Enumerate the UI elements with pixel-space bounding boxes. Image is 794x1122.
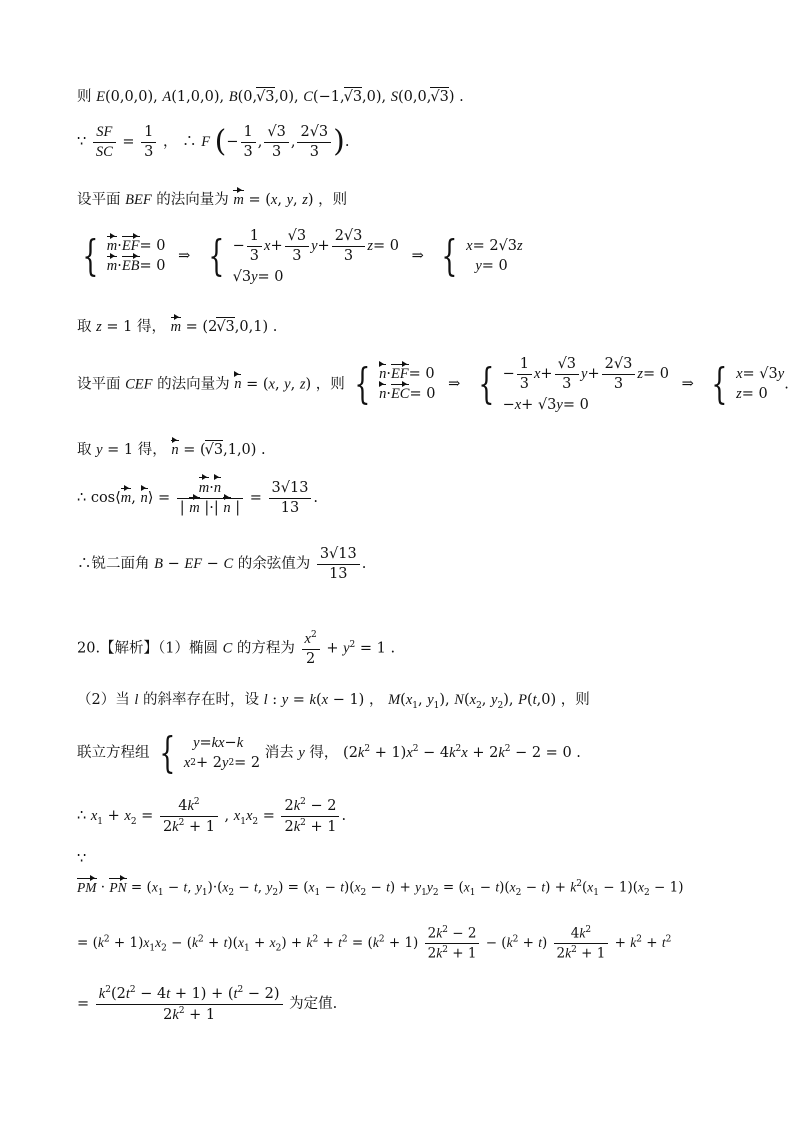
coordinates-line: 则 E(0,0,0), A(1,0,0), B(0,√3,0), C(−1,√3,0), S(0,0,√3) . (77, 89, 464, 105)
normal-bef-intro: 设平面 BEF 的法向量为 m = (x, y, z) ，则 (77, 192, 348, 208)
normal-cef-line: 设平面 CEF 的法向量为 n = (x, y, z) ，则 { n · EF = 0 n · EC = 0 ⇒ { − $\frac{1}{3}$ x + $\frac{√3}{3}$ y + $\frac{2√3}{3}$ z = 0 − x + √3 y = 0 ⇒ { x = √3 y z = 0 . (77, 356, 789, 414)
system-line: 联立方程组 { y = kx − k x 2 + 2 y 2 = 2 消去 y 得， $(2k^2 + 1)x^2 - 4k^2x + 2k^2 - 2 = 0$ . (77, 728, 581, 777)
problem-20-part1: 20.【解析】（1）椭圆 C 的方程为 $\frac{x^2}{2}$ + $y^2 = 1$ . (77, 630, 396, 667)
normal-m-value: 取 z = 1 得， m = (2√3,0,1) . (77, 319, 278, 335)
system-bef: { m · EF = 0 m · EB = 0 ⇒ { − $\frac{1}{3}$ x + $\frac{√3}{3}$ y + $\frac{2√3}{3}$ z = 0 √3 y = 0 ⇒ { x = 2√3 z y = 0 (82, 228, 523, 286)
result-line: = $\frac{k^2(2t^2 - 4t + 1) + (t^2 - 2)}{2k^2 + 1}$ 为定值. (77, 985, 338, 1023)
expansion-line: = $(k^2 + 1)x_1x_2 - (k^2 + t)(x_1 + x_2) + k^2 + t^2 = (k^2 + 1)$ $\frac{2k^2 - 2}{2k^2 + 1}$ − $(k^2 + t)$ $\frac{4k^2}{2k^2 + 1}$ + $k^2 + t^2$ (77, 925, 672, 962)
dot-product-line: PM · PN = ($x_1 - t$, $y_1)\cdot(x_2 - t$, $y_2) = (x_1 - t)(x_2 - t) + y_1y_2 = (x_1 - t)(x_2 - t) + k^2(x_1 - 1)(x_2 - 1)$ (77, 879, 684, 899)
point-F-line: ∵ $\frac{SF}{SC}$ = $\frac{1}{3}$ ， ∴ F (− $\frac{1}{3}$ , $\frac{√3}{3}$ , $\frac{2√3}{3}$ ). (77, 124, 350, 160)
vieta-line: ∴ $x_1 + x_2$ = $\frac{4k^2}{2k^2 + 1}$ , $x_1x_2$ = $\frac{2k^2 - 2}{2k^2 + 1}$ . (77, 797, 347, 835)
because-symbol: ∵ (77, 851, 87, 867)
dihedral-angle-line: ∴锐二面角 B − EF − C 的余弦值为 $\frac{3√13}{13}$ . (77, 546, 367, 582)
problem-20-part2-intro: （2）当 l 的斜率存在时，设 l : y = k(x − 1) ， $M(x_1$, $y_1$), $N(x_2$, $y_2$), P(t,0) ，则 (77, 692, 590, 711)
cosine-line: ∴ cos⟨m, n⟩ = $\frac{m\cdot n}{| m |\cdot| n |}$ = $\frac{3√13}{13}$ . (77, 480, 319, 516)
normal-n-value: 取 y = 1 得， n = (√3,1,0) . (77, 442, 266, 458)
